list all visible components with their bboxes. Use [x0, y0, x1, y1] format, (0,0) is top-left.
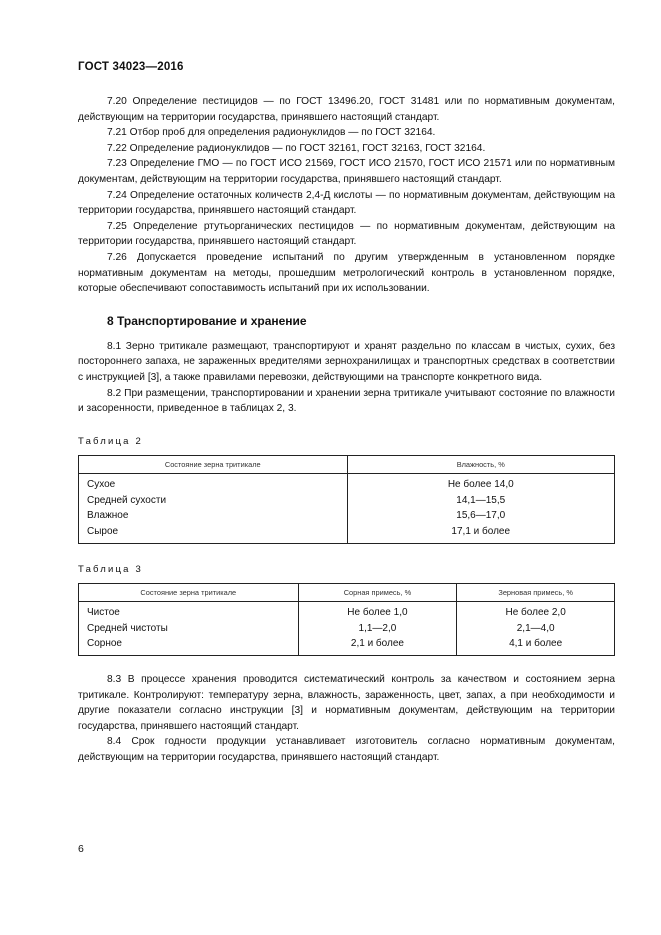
table-cell: Средней сухости	[79, 493, 348, 509]
paragraph-8-1: 8.1 Зерно тритикале размещают, транспортируют и хранят раздельно по классам в чистых, сухих, без постороннего запаха, не зараженных вредителями зернохранилищах и транспортных средствах в соответствии с инструкцией [3], а также правилами перевозки, действующими на транспорте конкретного вида.	[78, 340, 615, 383]
table-cell: Чистое	[79, 602, 299, 621]
table-cell: 17,1 и более	[347, 524, 615, 543]
table-header-cell: Зерновая примесь, %	[457, 584, 615, 602]
table-cell: Сорное	[79, 636, 299, 655]
page-content	[78, 94, 615, 766]
table-row	[79, 508, 615, 524]
paragraph-7-26: 7.26 Допускается проведение испытаний по другим утвержденным в установленном порядке нормативным документам на методы, прошедшим метрологический контроль в установленном порядке, которые обеспечивают сопоставимость испытаний при их использовании.	[78, 251, 615, 295]
table-row	[79, 493, 615, 509]
table-3-caption: Таблица 3	[78, 563, 143, 575]
table-cell: Сырое	[79, 524, 348, 543]
page-number: 6	[78, 843, 84, 855]
table-cell: Не более 2,0	[457, 602, 615, 621]
table-row	[79, 636, 615, 655]
table-cell: 4,1 и более	[457, 636, 615, 655]
table-row	[79, 602, 615, 621]
table-2	[78, 455, 615, 543]
table-2-caption: Таблица 2	[78, 435, 143, 447]
table-header-cell: Сорная примесь, %	[298, 584, 457, 602]
paragraph-7-23: 7.23 Определение ГМО — по ГОСТ ИСО 21569, ГОСТ ИСО 21570, ГОСТ ИСО 21571 или по нормативным документам, действующим на территории государства, принявшего настоящий стандарт.	[78, 158, 615, 185]
table-header-cell: Влажность, %	[347, 456, 615, 474]
paragraph-7-24: 7.24 Определение остаточных количеств 2,4-Д кислоты — по нормативным документам, действующим на территории государства, принявшего настоящий стандарт.	[78, 189, 615, 217]
table-cell: 14,1—15,5	[347, 493, 615, 509]
table-cell: 2,1 и более	[298, 636, 457, 655]
paragraph-7-22: 7.22 Определение радионуклидов — по ГОСТ 32161, ГОСТ 32163, ГОСТ 32164.	[107, 142, 486, 154]
table-3	[78, 583, 615, 656]
table-cell: Не более 1,0	[298, 602, 457, 621]
table-cell: 2,1—4,0	[457, 621, 615, 637]
paragraph-7-20: 7.20 Определение пестицидов — по ГОСТ 13496.20, ГОСТ 31481 или по нормативным документам, действующим на территории государства, принявшего настоящий стандарт.	[78, 96, 615, 123]
table-cell: Влажное	[79, 508, 348, 524]
table-header-cell: Состояние зерна тритикале	[79, 584, 299, 602]
paragraph-8-4: 8.4 Срок годности продукции устанавливает изготовитель согласно нормативным документам, действующим на территории государства, принявшего настоящий стандарт.	[78, 736, 615, 763]
paragraph-8-3: 8.3 В процессе хранения проводится систематический контроль за качеством и состоянием зерна тритикале. Контролируют: температуру зерна, влажность, зараженность, цвет, запах, а при необходимости и другие показатели согласно инструкции [3] и нормативным документам, действующим на территории государства, принявшего настоящий стандарт.	[78, 674, 615, 732]
table-row	[79, 524, 615, 543]
standard-header: ГОСТ 34023—2016	[78, 61, 184, 73]
table-row	[79, 621, 615, 637]
table-cell: Средней чистоты	[79, 621, 299, 637]
table-cell: Сухое	[79, 474, 348, 493]
table-cell: Не более 14,0	[347, 474, 615, 493]
paragraph-8-2: 8.2 При размещении, транспортировании и хранении зерна тритикале учитывают состояние по влажности и засоренности, приведенное в таблицах 2, 3.	[78, 387, 615, 415]
table-cell: 15,6—17,0	[347, 508, 615, 524]
paragraph-7-21: 7.21 Отбор проб для определения радионуклидов — по ГОСТ 32164.	[107, 127, 436, 139]
table-cell: 1,1—2,0	[298, 621, 457, 637]
table-header-cell: Состояние зерна тритикале	[79, 456, 348, 474]
section-8-heading: 8 Транспортирование и хранение	[107, 313, 307, 328]
table-row	[79, 474, 615, 493]
paragraph-7-25: 7.25 Определение ртутьорганических пестицидов — по нормативным документам, действующим на территории государства, принявшего настоящий стандарт.	[78, 220, 615, 248]
table-header-row	[79, 456, 615, 474]
table-header-row	[79, 584, 615, 602]
